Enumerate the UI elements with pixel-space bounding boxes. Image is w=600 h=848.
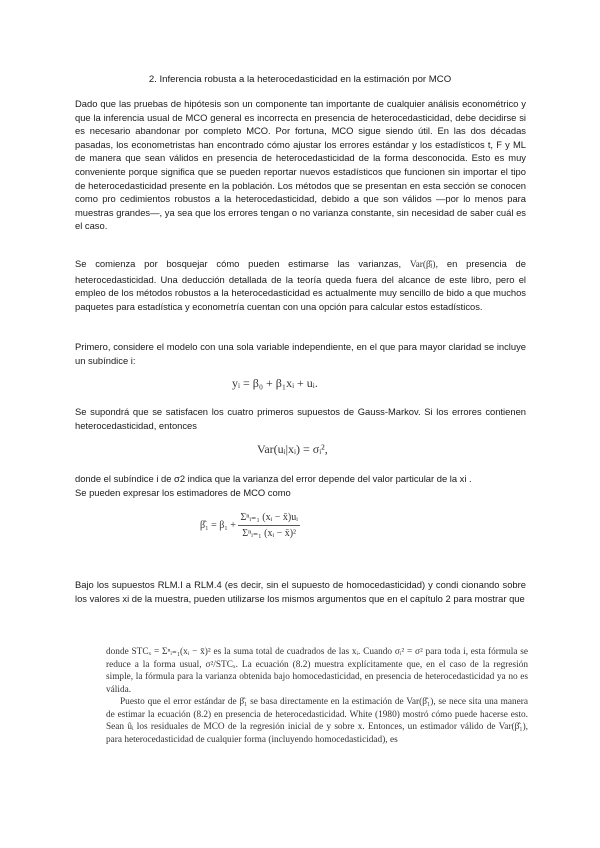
paragraph-gauss-markov: Se supondrá que se satisfacen los cuatro primeros supuestos de Gauss-Markov. Si los errores contienen heterocedasticidad, entonces [75, 406, 526, 431]
paragraph-model-intro: Primero, considere el modelo con una sola variable independiente, en el que para mayor claridad se incluye un subíndice i: [75, 341, 526, 366]
estimator-lhs: β̂₁ = β₁ + [200, 519, 239, 531]
paragraph-variance-sketch [75, 257, 526, 313]
excerpt-white-estimator: Puesto que el error estándar de β̂₁ se basa directamente en la estimación de Var(β̂₁), se nece sita una manera de estimar la ecuación (8.2) en presencia de heterocedasticidad. White (1980) mostró cómo puede hacerse esto. Sean ûᵢ los residuales de MCO de la regresión inicial de y sobre x. Entonces, un estimador válido de Var(β̂₁), para heterocedasticidad de cualquier forma (incluyendo homocedasticidad), es [106, 697, 528, 745]
estimator-intro-line: Se pueden expresar los estimadores de MCO como [75, 486, 291, 498]
estimator-denominator: Σⁿᵢ₌₁ (xᵢ − x̄)² [242, 528, 297, 539]
equation-error-variance: Var(uᵢ|xᵢ) = σᵢ², [257, 442, 328, 456]
excerpt-stc-definition: donde STCₓ = Σⁿᵢ₌₁(xᵢ − x̄)² es la suma total de cuadrados de las xᵢ. Cuando σᵢ² = σ² para toda i, esta fórmula se reduce a la forma usual, σ²/STCₓ. La ecuación (8.2) muestra explícitamente que, en el caso de la regresión simple, la fórmula para la varianza obtenida bajo homocedasticidad, en presencia de heterocedasticidad ya no es válida. [106, 647, 528, 695]
equation-simple-regression: yᵢ = β₀ + β₁xᵢ + uᵢ. [232, 376, 318, 390]
estimator-fraction [238, 512, 299, 539]
subscript-note-line: donde el subíndice i de σ2 indica que la varianza del error depende del valor particular de la xi . [75, 473, 472, 484]
paragraph-variance-sketch-text-after: , en presencia de heterocedasticidad. Una deducción detallada de la teoría queda fuera del alcance de este libro, pero el empleo de los métodos robustos a la heterocedasticidad es actualmente muy sencillo de bido a que muchos paquetes para estadística y econometría cuentan con una opción para calcular estos estadísticos. [75, 258, 526, 312]
paragraph-rlm-assumptions: Bajo los supuestos RLM.I a RLM.4 (es decir, sin el supuesto de homocedasticidad) y condi cionando sobre los valores xi de la muestra, pueden utilizarse los mismos argumentos que en el capítulo 2 para mostrar que [75, 579, 526, 604]
section-heading: 2. Inferencia robusta a la heterocedasticidad en la estimación por MCO [148, 74, 452, 85]
equation-ols-estimator [200, 512, 300, 539]
paragraph-subscript-note [75, 472, 526, 499]
paragraph-intro: Dado que las pruebas de hipótesis son un componente tan importante de cualquier análisis econométrico y que la inferencia usual de MCO general es incorrecta en presencia de heterocedasticidad, debe decidirse si es necesario abandonar por completo MCO. Por fortuna, MCO sigue siendo útil. En las dos décadas pasadas, los econometristas han encontrado cómo ajustar los errores estándar y los estadísticos t, F y ML de manera que sean válidos en presencia de heterocedasticidad de la forma desconocida. Esto es muy conveniente porque significa que se pueden reportar nuevos estadísticos que funcionen sin importar el tipo de heterocedasticidad presente en la población. Los métodos que se presentan en esta sección se conocen como pro cedimientos robustos a la heterocedasticidad, debido a que son válidos —por lo menos para muestras grandes—, ya sea que los errores tengan o no varianza constante, sin necesidad de saber cuál es el caso. [75, 98, 526, 232]
paragraph-variance-sketch-text-before: Se comienza por bosquejar cómo pueden estimarse las varianzas, [75, 258, 402, 269]
inline-variance-math: Var(β̂ⱼ) [409, 260, 436, 270]
book-excerpt [106, 646, 528, 746]
estimator-numerator: Σⁿᵢ₌₁ (xᵢ − x̄)uᵢ [238, 512, 299, 526]
